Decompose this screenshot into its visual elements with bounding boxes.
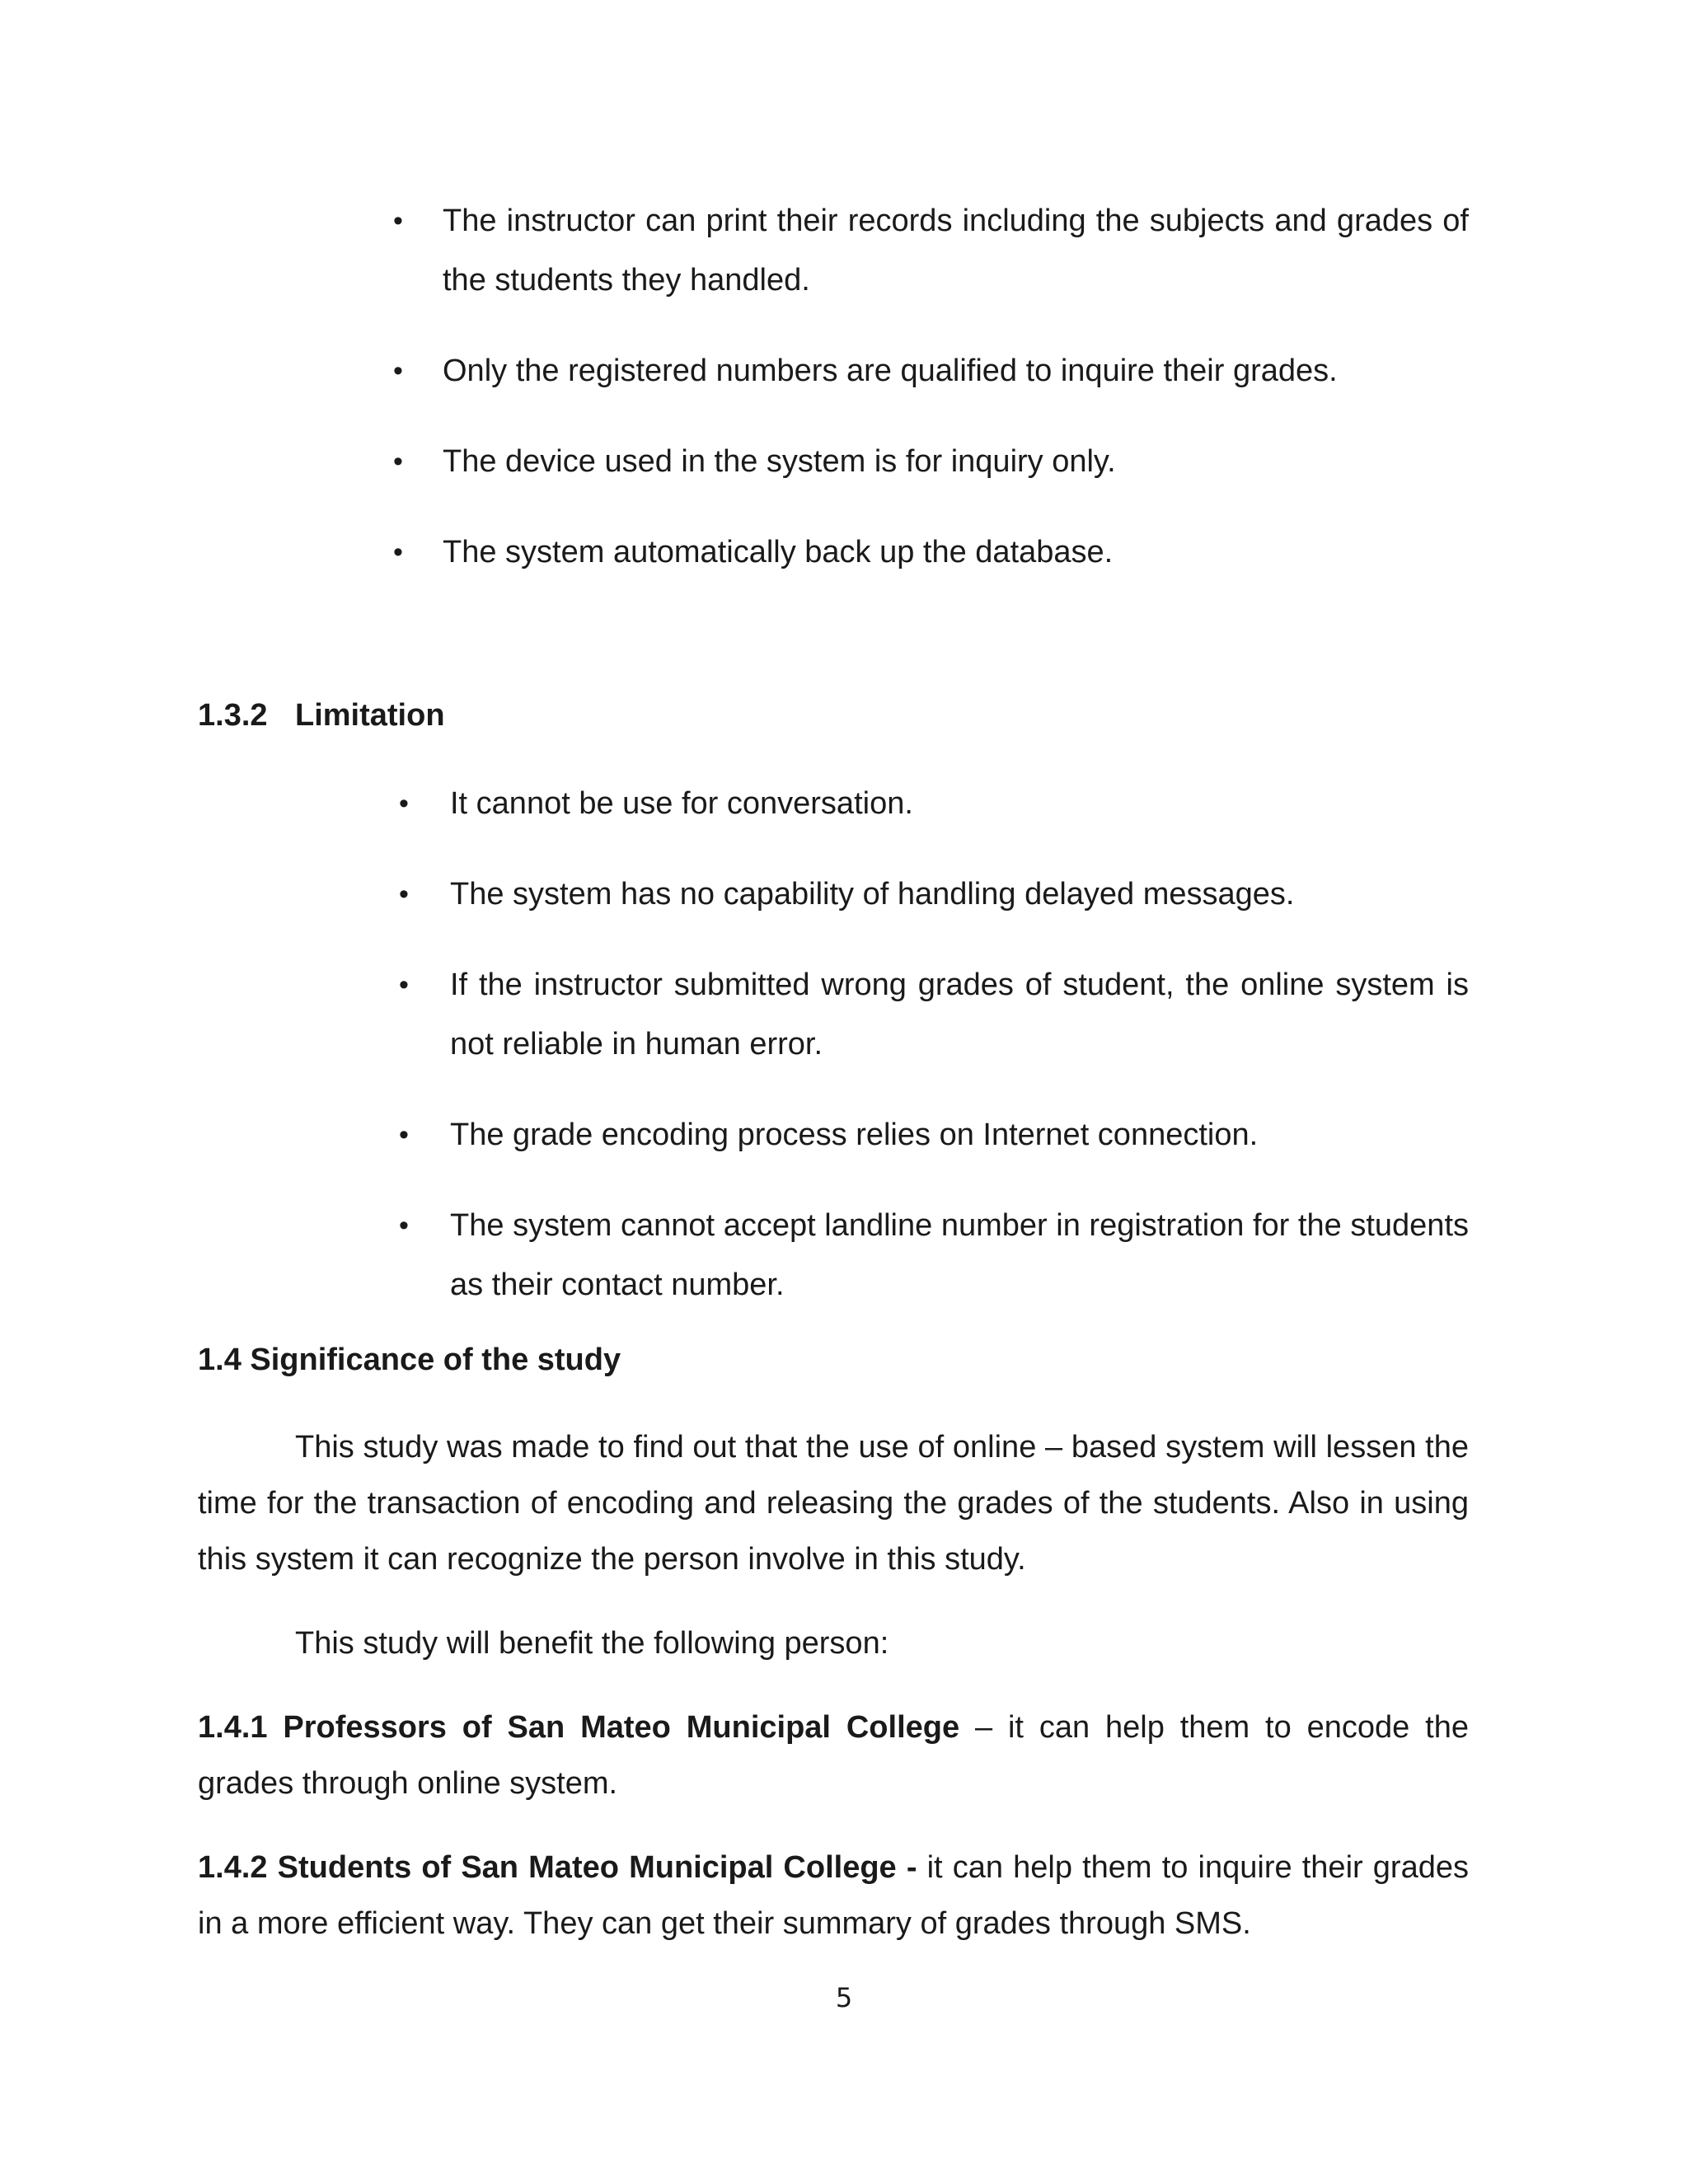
limitation-list: [399, 774, 1469, 1346]
list-item: [399, 865, 1469, 924]
bullet-icon: •: [393, 537, 403, 568]
section-title: Limitation: [295, 698, 445, 733]
list-item-text: Only the registered numbers are qualified to inquire their grades.: [443, 354, 1338, 388]
beneficiaries-intro: This study will benefit the following person:: [295, 1626, 889, 1661]
section-heading-limitation: [198, 691, 445, 740]
list-item: [399, 1105, 1469, 1165]
bullet-icon: •: [393, 446, 403, 477]
beneficiary-professors: [198, 1699, 1469, 1811]
bullet-icon: •: [399, 1119, 409, 1151]
beneficiary-description: – it can help them to encode the grades through online system.: [198, 1710, 1469, 1801]
significance-paragraph: This study was made to find out that the use of online – based system will lessen the time for the transaction of encoding and releasing the grades of the students. Also in using this system it can recognize the person involve in this study.: [198, 1430, 1469, 1577]
list-item-text: The system cannot accept landline number in registration for the students as their contact number.: [450, 1208, 1469, 1302]
list-item: [393, 432, 1469, 491]
bullet-icon: •: [399, 969, 409, 1001]
list-item-text: If the instructor submitted wrong grades of student, the online system is not reliable in human error.: [450, 968, 1469, 1062]
list-item: [393, 523, 1469, 582]
list-item-text: The grade encoding process relies on Internet connection.: [450, 1118, 1259, 1152]
bullet-icon: •: [399, 879, 409, 910]
list-item: [399, 955, 1469, 1074]
list-item: [393, 191, 1469, 310]
beneficiary-title: 1.4.1 Professors of San Mateo Municipal College: [198, 1710, 960, 1745]
section-heading-significance: 1.4 Significance of the study: [198, 1343, 621, 1377]
bullet-icon: •: [399, 1210, 409, 1241]
list-item-text: The system has no capability of handling delayed messages.: [450, 877, 1295, 912]
scope-list: [393, 191, 1469, 613]
list-item: [399, 1196, 1469, 1315]
list-item-text: It cannot be use for conversation.: [450, 786, 913, 821]
list-item-text: The instructor can print their records including the subjects and grades of the students they handled.: [443, 204, 1469, 298]
section-number: 1.3.2: [198, 698, 268, 733]
beneficiary-students: [198, 1840, 1469, 1952]
list-item: [399, 774, 1469, 833]
list-item: [393, 341, 1469, 401]
bullet-icon: •: [393, 205, 403, 237]
beneficiary-description: it can help them to inquire their grades in a more efficient way. They can get their summary of grades through SMS.: [198, 1850, 1469, 1941]
list-item-text: The system automatically back up the database.: [443, 535, 1114, 569]
bullet-icon: •: [399, 788, 409, 819]
bullet-icon: •: [393, 355, 403, 387]
list-item-text: The device used in the system is for inquiry only.: [443, 444, 1116, 479]
page-number: 5: [835, 1982, 853, 2013]
beneficiary-title: 1.4.2 Students of San Mateo Municipal College -: [198, 1850, 917, 1885]
